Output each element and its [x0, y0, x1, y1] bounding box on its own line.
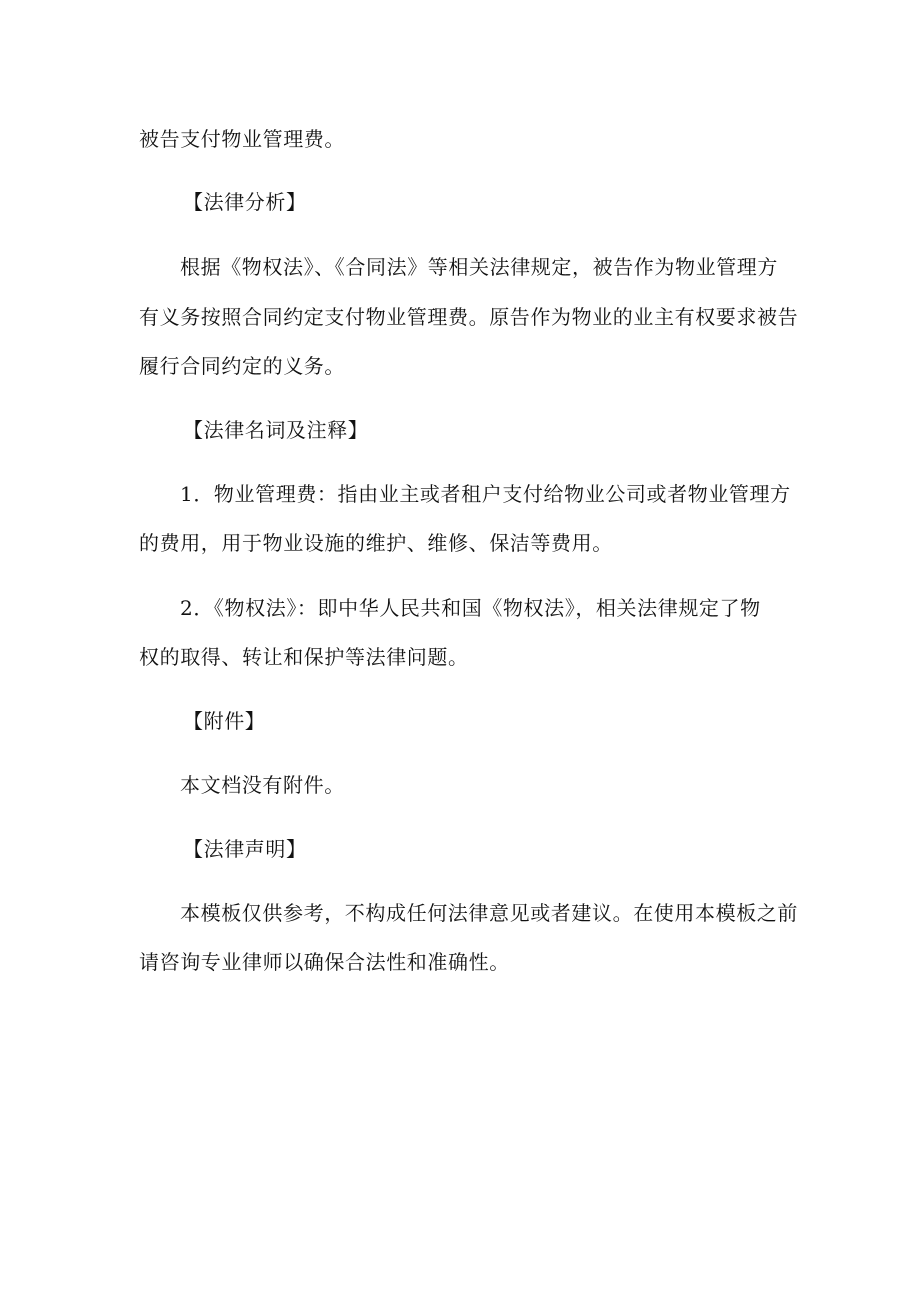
section-heading-terms: 【法律名词及注释】 — [183, 418, 369, 442]
section-heading-legal-statement: 【法律声明】 — [183, 837, 307, 861]
paragraph-line: 有义务按照合同约定支付物业管理费。原告作为物业的业主有权要求被告 — [139, 305, 799, 329]
list-item-line: 权的取得、转让和保护等法律问题。 — [139, 645, 469, 669]
paragraph-line: 履行合同约定的义务。 — [139, 354, 345, 378]
paragraph-line: 被告支付物业管理费。 — [139, 127, 345, 151]
list-item-line: 2．《物权法》：即中华人民共和国《物权法》，相关法律规定了物 — [180, 596, 761, 620]
paragraph-line: 本模板仅供参考，不构成任何法律意见或者建议。在使用本模板之前 — [180, 901, 798, 925]
paragraph-line: 请咨询专业律师以确保合法性和准确性。 — [139, 950, 510, 974]
section-heading-attachments: 【附件】 — [183, 709, 266, 733]
list-item-line: 1．物业管理费：指由业主或者租户支付给物业公司或者物业管理方 — [180, 482, 791, 506]
list-item-line: 的费用，用于物业设施的维护、维修、保洁等费用。 — [139, 531, 613, 555]
paragraph-line: 本文档没有附件。 — [180, 773, 345, 797]
section-heading-legal-analysis: 【法律分析】 — [183, 190, 307, 214]
paragraph-line: 根据《物权法》、《合同法》等相关法律规定，被告作为物业管理方 — [180, 255, 778, 279]
